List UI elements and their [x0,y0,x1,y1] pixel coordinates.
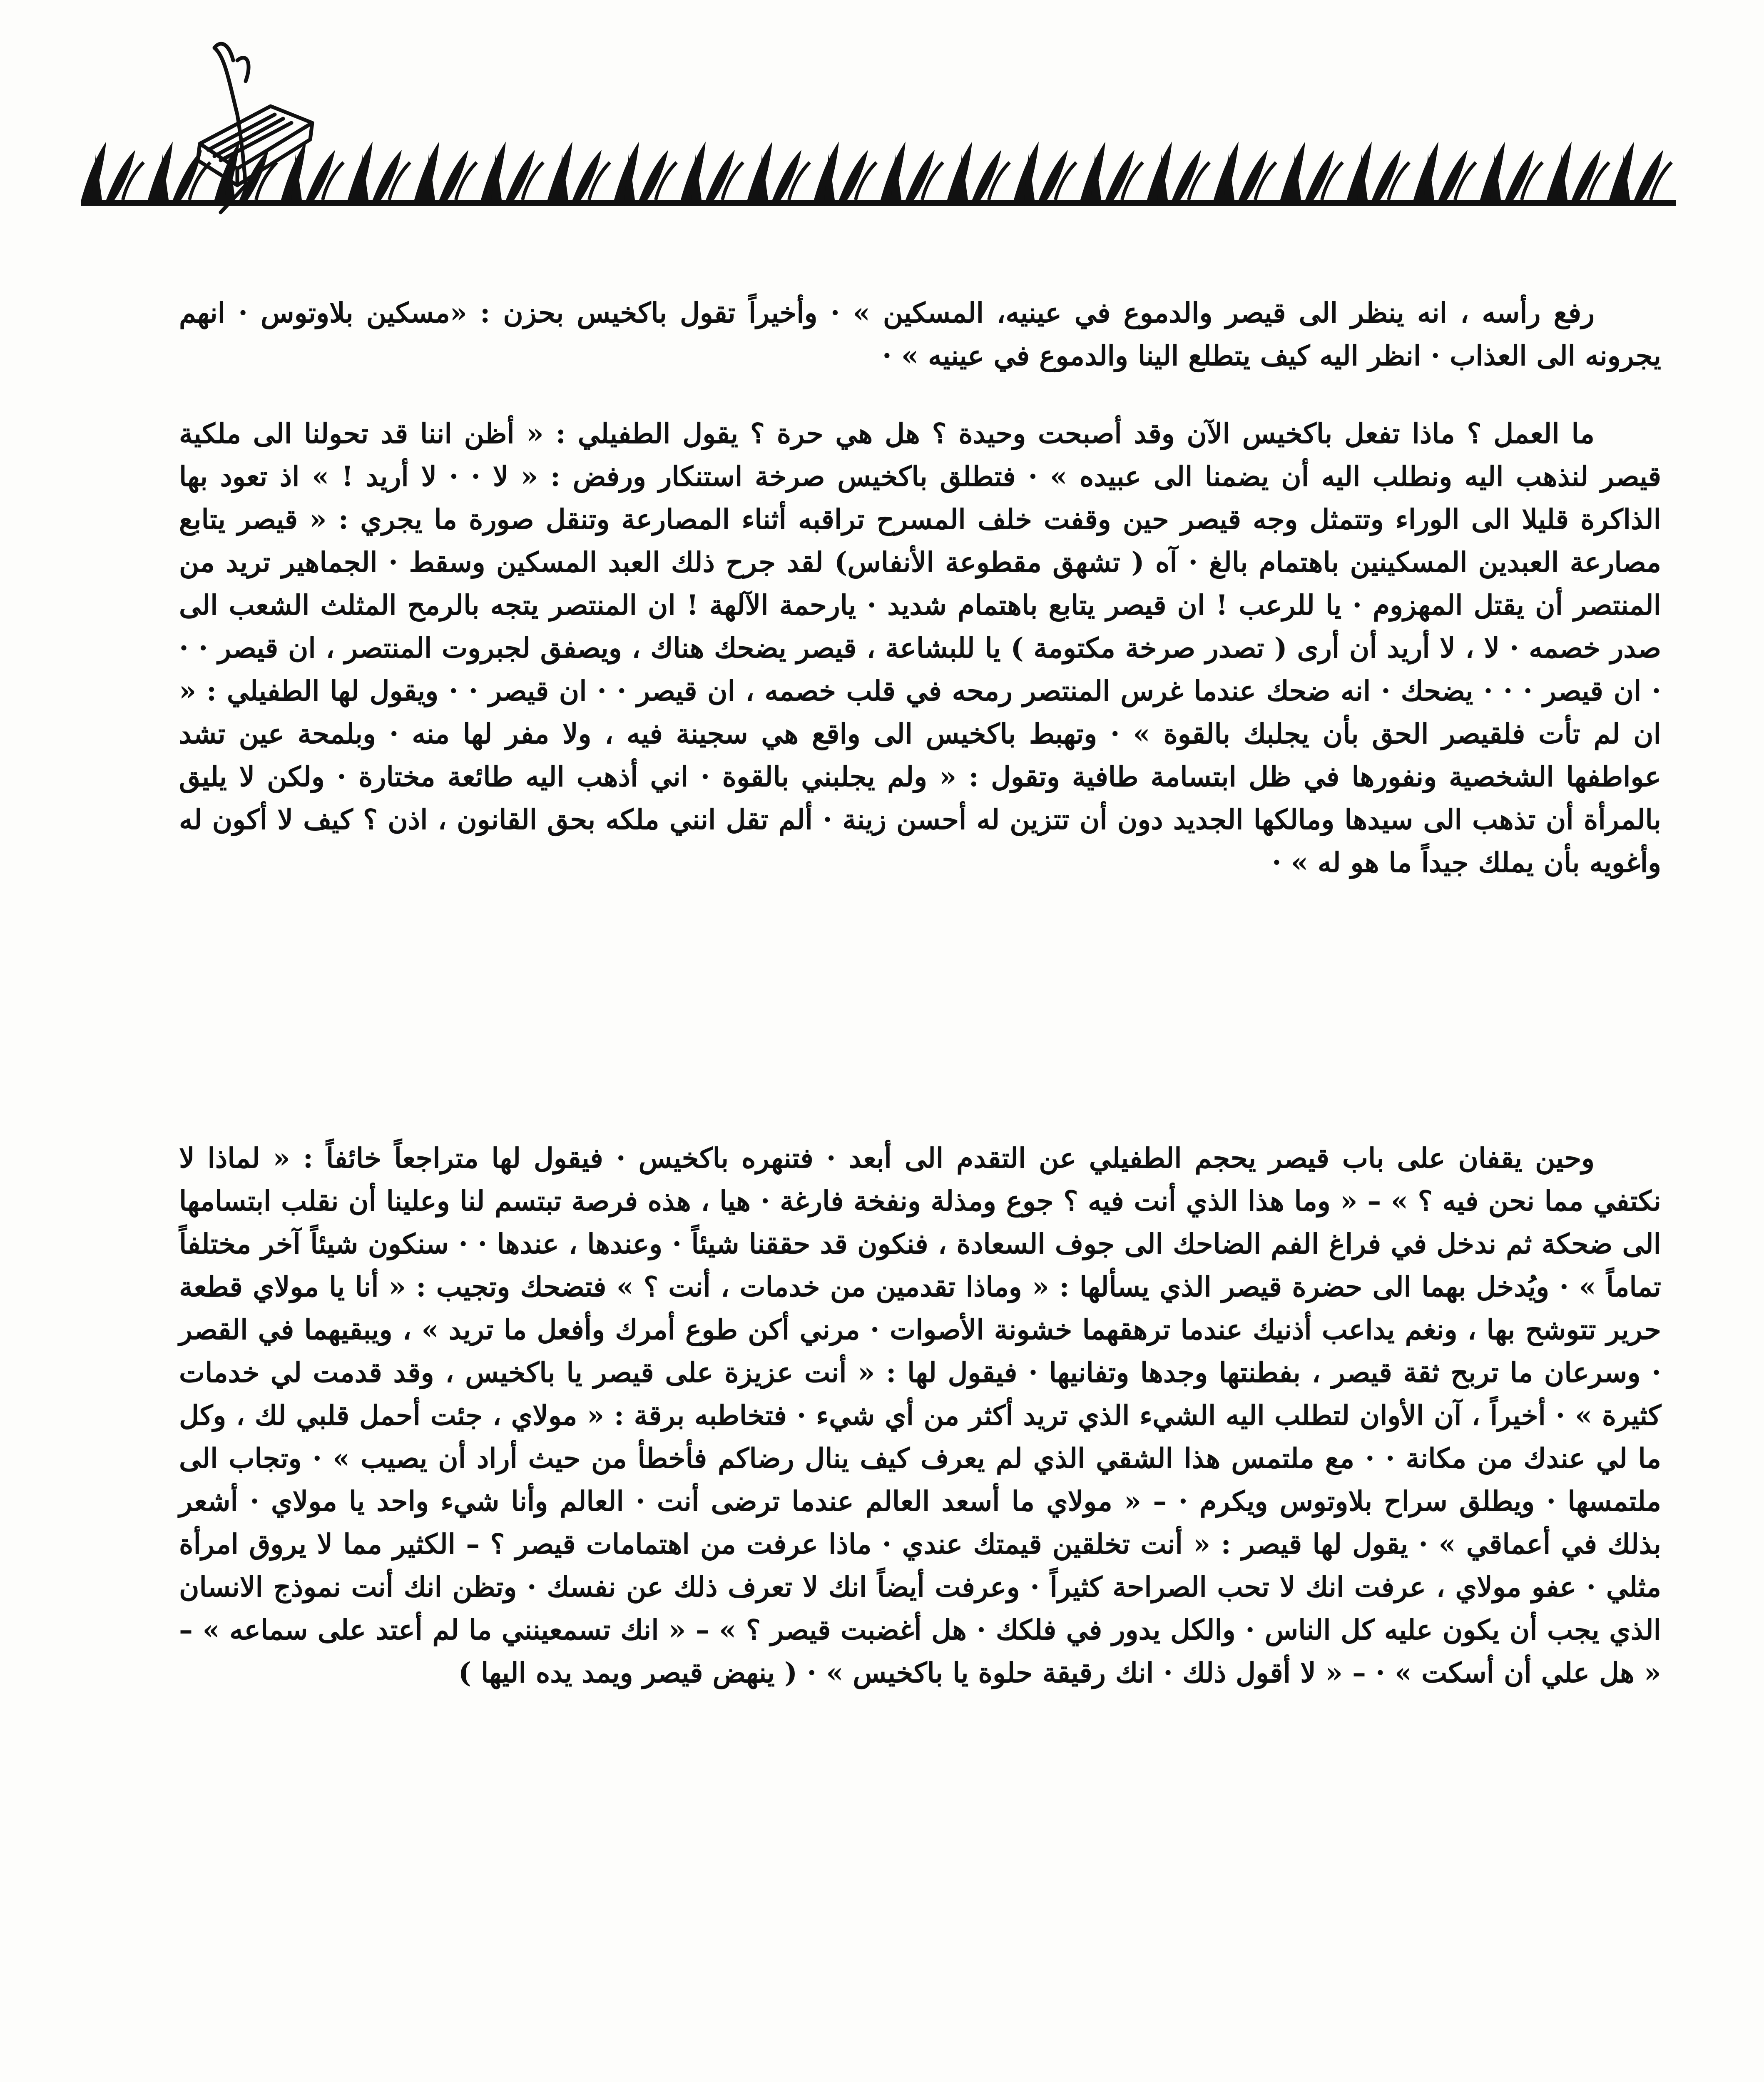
paragraph-text: ما العمل ؟ ماذا تفعل باكخيس الآن وقد أصبحت وحيدة ؟ هل هي حرة ؟ يقول الطفيلي : « أظن اننا قد تحولنا الى ملكية قيصر لنذهب اليه ونطلب اليه أن يضمنا الى عبيده » · فتطلق باكخيس صرخة استنكار ورفض : « لا · · لا أريد ! » اذ تعود بها الذاكرة قليلا الى الوراء وتتمثل وجه قيصر حين وقفت خلف المسرح تراقبه أثناء المصارعة وتنقل صورة ما يجري : « قيصر يتابع مصارعة العبدين المسكينين باهتمام بالغ · آه ( تشهق مقطوعة الأنفاس) لقد جرح ذلك العبد المسكين وسقط · الجماهير تريد من المنتصر أن يقتل المهزوم · يا للرعب ! ان قيصر يتابع باهتمام شديد · يارحمة الآلهة ! ان المنتصر يتجه بالرمح المثلث الشعب الى صدر خصمه · لا ، لا أريد أن أرى ( تصدر صرخة مكتومة ) يا للبشاعة ، قيصر يضحك هناك ، ويصفق لجبروت المنتصر ، ان قيصر · · · ان قيصر · · · يضحك · انه ضحك عندما غرس المنتصر رمحه في قلب خصمه ، ان قيصر · · ان قيصر · · ويقول لها الطفيلي : « ان لم تأت فلقيصر الحق بأن يجلبك بالقوة » · وتهبط باكخيس الى واقع هي سجينة فيه ، ولا مفر لها منه · وبلمحة عين تشد عواطفها الشخصية ونفورها في ظل ابتسامة طافية وتقول : « ولم يجلبني بالقوة · اني أذهب اليه طائعة مختارة · ولكن لا يليق بالمرأة أن تذهب الى سيدها ومالكها الجديد دون أن تتزين له أحسن زينة · ألم تقل انني ملكه بحق القانون ، اذن ؟ كيف لا أكون له وأغويه بأن يملك جيداً ما هو له » · [179,417,1661,879]
paragraph-text: رفع رأسه ، انه ينظر الى قيصر والدموع في عينيه، المسكين » · وأخيراً تقول باكخيس بحزن : «مسكين بلاوتوس · انهم يجرونه الى العذاب · انظر اليه كيف يتطلع الينا والدموع في عينيه » · [179,296,1661,372]
body-paragraph-1 [179,291,1661,377]
body-paragraph-3 [179,1137,1661,1694]
body-paragraph-2 [179,412,1661,884]
paragraph-text: وحين يقفان على باب قيصر يحجم الطفيلي عن التقدم الى أبعد · فتنهره باكخيس · فيقول لها متراجعاً خائفاً : « لماذا لا نكتفي مما نحن فيه ؟ » – « وما هذا الذي أنت فيه ؟ جوع ومذلة ونفخة فارغة · هيا ، هذه فرصة تبتسم لنا وعلينا أن نقلب ابتسامها الى ضحكة ثم ندخل في فراغ الفم الضاحك الى جوف السعادة ، فنكون قد حققنا شيئاً · وعندها ، عندها · · سنكون شيئاً آخر مختلفاً تماماً » · ويُدخل بهما الى حضرة قيصر الذي يسألها : « وماذا تقدمين من خدمات ، أنت ؟ » فتضحك وتجيب : « أنا يا مولاي قطعة حرير تتوشح بها ، ونغم يداعب أذنيك عندما ترهقهما خشونة الأصوات · مرني أكن طوع أمرك وأفعل ما تريد » ، ويبقيهما في القصر · وسرعان ما تربح ثقة قيصر ، بفطنتها وجدها وتفانيها · فيقول لها : « أنت عزيزة على قيصر يا باكخيس ، وقد قدمت لي خدمات كثيرة » · أخيراً ، آن الأوان لتطلب اليه الشيء الذي تريد أكثر من أي شيء · فتخاطبه برقة : « مولاي ، جئت أحمل قلبي لك ، وكل ما لي عندك من مكانة · · مع ملتمس هذا الشقي الذي لم يعرف كيف ينال رضاكم فأخطأ من حيث أراد أن يصيب » · وتجاب الى ملتمسها · ويطلق سراح بلاوتوس ويكرم · – « مولاي ما أسعد العالم عندما ترضى أنت · العالم وأنا شيء واحد يا مولاي · أشعر بذلك في أعماقي » · يقول لها قيصر : « أنت تخلقين قيمتك عندي · ماذا عرفت من اهتمامات قيصر ؟ – الكثير مما لا يروق امرأة مثلي · عفو مولاي ، عرفت انك لا تحب الصراحة كثيراً · وعرفت أيضاً انك لا تعرف ذلك عن نفسك · وتظن انك أنت نموذج الانسان الذي يجب أن يكون عليه كل الناس · والكل يدور في فلكك · هل أغضبت قيصر ؟ » – « انك تسمعينني ما لم أعتد على سماعه » – « هل علي أن أسكت » · – « لا أقول ذلك · انك رقيقة حلوة يا باكخيس » · ( ينهض قيصر ويمد يده اليها ) [179,1142,1661,1689]
header-ornament-border [81,137,1676,212]
